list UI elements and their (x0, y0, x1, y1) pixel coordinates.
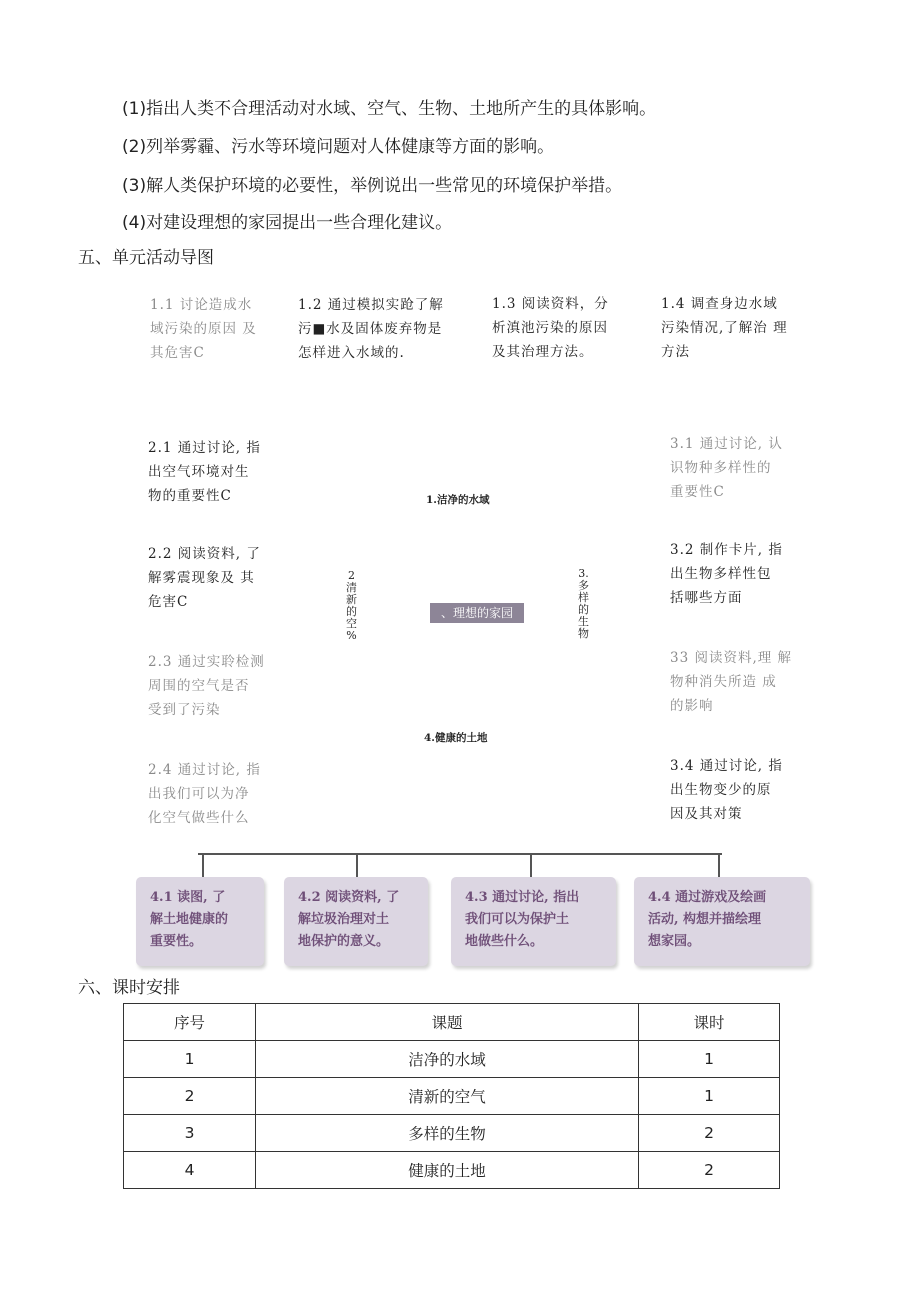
cell-topic: 健康的土地 (256, 1152, 639, 1189)
schedule-table (123, 1003, 780, 1189)
connector-line (198, 853, 722, 855)
cell-no: 4 (124, 1152, 256, 1189)
center-top-label: 1.洁净的水域 (426, 494, 490, 506)
core-topic-label: 、理想的家园 (430, 603, 524, 623)
activity-3-4: 3.4 通过讨论, 指 出生物变少的原 因及其对策 (670, 758, 783, 822)
connector-stem (202, 853, 204, 877)
cell-hours: 1 (639, 1041, 780, 1078)
header-hours: 课时 (639, 1004, 780, 1041)
activity-2-2: 2.2 阅读资料, 了 解雾震现象及 其 危害C (148, 546, 261, 610)
section-5-title: 五、单元活动导图 (78, 248, 214, 268)
cell-hours: 2 (639, 1152, 780, 1189)
activity-4-1: 4.1 读图, 了 解土地健康的 重要性。 (136, 877, 264, 966)
connector-stem (356, 853, 358, 877)
activity-4-2: 4.2 阅读资料, 了 解垃圾治理对土 地保护的意义。 (284, 877, 428, 966)
cell-topic: 多样的生物 (256, 1115, 639, 1152)
header-no: 序号 (124, 1004, 256, 1041)
connector-stem (718, 853, 720, 877)
activity-3-1: 3.1 通过讨论, 认 识物种多样性的 重要性C (670, 436, 783, 500)
header-topic: 课题 (256, 1004, 639, 1041)
activity-2-3: 2.3 通过实聆检测 周围的空气是否 受到了污染 (148, 654, 265, 718)
cell-no: 1 (124, 1041, 256, 1078)
goal-3: (3)解人类保护环境的必要性，举例说出一些常见的环境保护举措。 (122, 176, 623, 196)
center-left-vertical-label: 2 清 新 的 空 % (346, 569, 357, 642)
connector-stem (530, 853, 532, 877)
center-bottom-label: 4.健康的土地 (424, 732, 488, 744)
center-right-vertical-label: 3. 多 样 的 生 物 (578, 567, 589, 640)
activity-1-1: 1.1 讨论造成水 域污染的原因 及 其危害C (150, 297, 257, 361)
cell-topic: 洁净的水域 (256, 1041, 639, 1078)
activity-3-2: 3.2 制作卡片, 指 出生物多样性包 括哪些方面 (670, 542, 783, 606)
table-row (124, 1078, 780, 1115)
activity-4-4: 4.4 通过游戏及绘画 活动, 构想并描绘理 想家园。 (634, 877, 810, 966)
cell-hours: 2 (639, 1115, 780, 1152)
activity-2-1: 2.1 通过讨论, 指 出空气环境对生 物的重要性C (148, 440, 261, 504)
activity-1-2: 1.2 通过模拟实跄了解 污■水及固体废弃物是 怎样进入水域的. (298, 297, 444, 361)
cell-topic: 清新的空气 (256, 1078, 639, 1115)
section-6-title: 六、课时安排 (78, 978, 180, 998)
goal-2: (2)列举雾霾、污水等环境问题对人体健康等方面的影响。 (122, 137, 555, 157)
cell-hours: 1 (639, 1078, 780, 1115)
table-row (124, 1115, 780, 1152)
table-row (124, 1041, 780, 1078)
goal-1: (1)指出人类不合理活动对水域、空气、生物、土地所产生的具体影响。 (122, 99, 657, 119)
cell-no: 3 (124, 1115, 256, 1152)
activity-4-3: 4.3 通过讨论, 指出 我们可以为保护土 地做些什么。 (451, 877, 616, 966)
activity-1-4: 1.4 调查身边水域 污染情况,了解治 理 方法 (661, 296, 788, 360)
activity-1-3: 1.3 阅读资料，分 析滇池污染的原因 及其治理方法。 (492, 296, 609, 360)
activity-3-3: 33 阅读资料,理 解 物种消失所造 成 的影响 (670, 650, 793, 714)
table-row (124, 1152, 780, 1189)
goal-4: (4)对建设理想的家园提出一些合理化建议。 (122, 213, 453, 233)
cell-no: 2 (124, 1078, 256, 1115)
activity-2-4: 2.4 通过讨论, 指 出我们可以为净 化空气做些什么 (148, 762, 261, 826)
table-header-row (124, 1004, 780, 1041)
